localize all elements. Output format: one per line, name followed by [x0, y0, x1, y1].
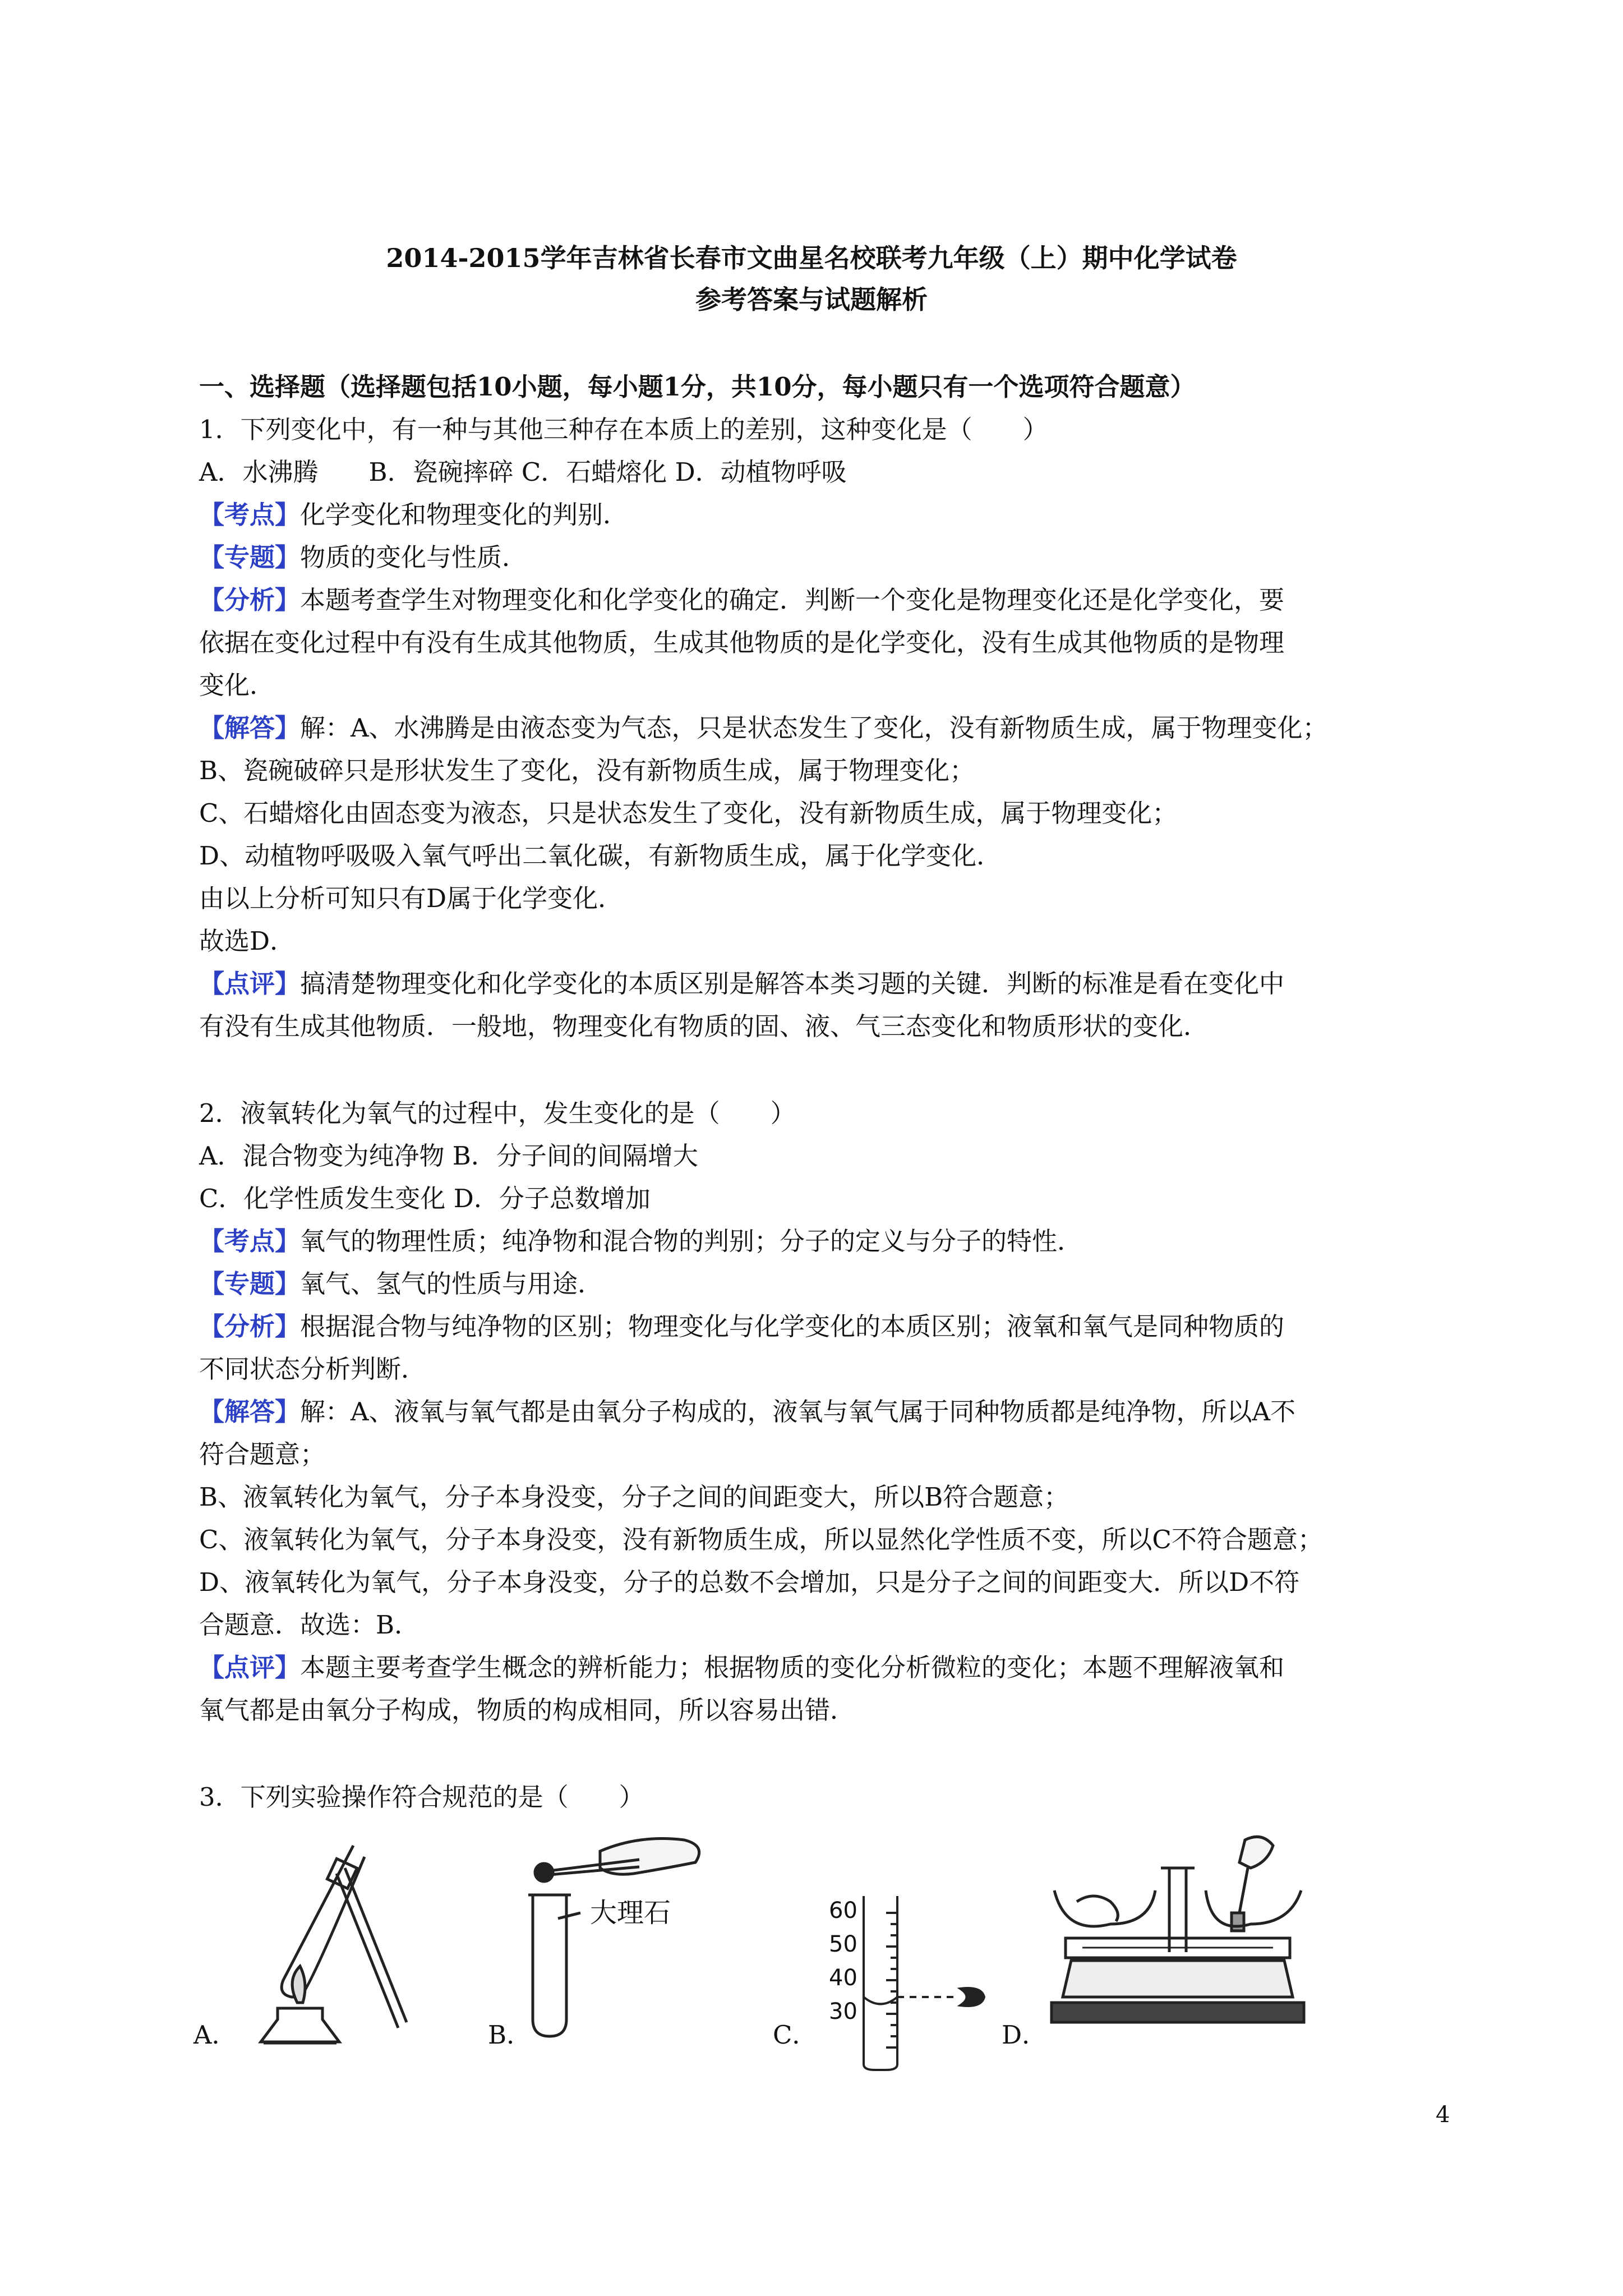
q2-zhuanti — [199, 1267, 603, 1301]
q1-jieda-line: 由以上分析可知只有D属于化学变化． — [199, 884, 624, 913]
zhuanti-tag: 【专题】 — [199, 1269, 301, 1299]
jieda-tag: 【解答】 — [199, 1397, 301, 1427]
q1-jieda-line: 解：A、水沸腾是由液态变为气态，只是状态发生了变化，没有新物质生成，属于物理变化； — [300, 713, 1328, 743]
q1-dianping-line: 有没有生成其他物质．一般地，物理变化有物质的固、液、气三态变化和物质形状的变化． — [199, 1011, 1209, 1041]
q2-fenxi-line: 根据混合物与纯净物的区别；物理变化与化学变化的本质区别；液氧和氧气是同种物质的 — [300, 1312, 1285, 1341]
q2-stem: 2．液氧转化为氧气的过程中，发生变化的是（ ） — [199, 1098, 796, 1128]
page-title: 2014-2015学年吉林省长春市文曲星名校联考九年级（上）期中化学试卷 — [386, 243, 1237, 273]
section-heading: 一、选择题（选择题包括10小题，每小题1分，共10分，每小题只有一个选项符合题意） — [199, 372, 1196, 402]
q2-fenxi-line: 不同状态分析判断． — [199, 1354, 427, 1384]
q2-jieda-line: C、液氧转化为氧气，分子本身没变，没有新物质生成，所以显然化学性质不变，所以C不符合题意； — [199, 1525, 1323, 1554]
figure-option-c: C． — [773, 2020, 818, 2050]
q2-dianping-line: 本题主要考查学生概念的辨析能力；根据物质的变化分析微粒的变化；本题不理解液氧和 — [300, 1653, 1285, 1682]
q2-jieda-line: 解：A、液氧与氧气都是由氧分子构成的，液氧与氧气属于同种物质都是纯净物，所以A不 — [300, 1397, 1296, 1427]
q1-jieda-line: B、瓷碗破碎只是形状发生了变化，没有新物质生成，属于物理变化； — [199, 756, 975, 785]
q1-kaodian-text: 化学变化和物理变化的判别． — [300, 500, 629, 530]
cylinder-tick-50: 50 — [829, 1931, 857, 1957]
q2-options-line: A．混合物变为纯净物 B．分子间的间隔增大 — [199, 1141, 698, 1171]
q2-dianping-line: 氧气都是由氧分子构成，物质的构成相同，所以容易出错． — [199, 1695, 856, 1725]
q2-zhuanti-text: 氧气、氢气的性质与用途． — [300, 1269, 603, 1299]
q1-stem: 1．下列变化中，有一种与其他三种存在本质上的差别，这种变化是（ ） — [199, 415, 1048, 444]
cylinder-tick-40: 40 — [829, 1965, 857, 1991]
q1-jieda — [199, 711, 1328, 745]
fenxi-tag: 【分析】 — [199, 1312, 301, 1341]
q1-zhuanti — [199, 541, 527, 574]
q2-fenxi — [199, 1310, 1284, 1343]
q1-fenxi-line: 本题考查学生对物理变化和化学变化的确定．判断一个变化是物理变化还是化学变化，要 — [300, 585, 1285, 615]
q2-options-line: C．化学性质发生变化 D．分子总数增加 — [199, 1184, 651, 1213]
q2-jieda-line: B、液氧转化为氧气，分子本身没变，分子之间的间距变大，所以B符合题意； — [199, 1482, 1069, 1512]
kaodian-tag: 【考点】 — [199, 1226, 301, 1256]
q2-jieda-line: 合题意．故选：B． — [199, 1610, 420, 1640]
q2-dianping — [199, 1651, 1284, 1685]
cylinder-tick-30: 30 — [829, 1999, 857, 2024]
q2-kaodian-text: 氧气的物理性质；纯净物和混合物的判别；分子的定义与分子的特性． — [300, 1226, 1083, 1256]
q2-kaodian — [199, 1225, 1082, 1258]
q1-jieda-line: D、动植物呼吸吸入氧气呼出二氧化碳，有新物质生成，属于化学变化． — [199, 841, 1002, 871]
cylinder-tick-60: 60 — [829, 1898, 857, 1924]
fenxi-tag: 【分析】 — [199, 585, 301, 615]
figure-b-label: 大理石 — [590, 1897, 671, 1929]
jieda-tag: 【解答】 — [199, 713, 301, 743]
q1-kaodian — [199, 498, 628, 532]
q2-jieda-line: D、液氧转化为氧气，分子本身没变，分子的总数不会增加，只是分子之间的间距变大．所以D不符 — [199, 1567, 1300, 1597]
q1-options: A．水沸腾 B．瓷碗摔碎 C．石蜡熔化 D．动植物呼吸 — [199, 457, 847, 487]
q1-fenxi-line: 变化． — [199, 670, 275, 700]
figure-option-d: D． — [1002, 2020, 1048, 2050]
q1-jieda-line: C、石蜡熔化由固态变为液态，只是状态发生了变化，没有新物质生成，属于物理变化； — [199, 798, 1178, 828]
q1-jieda-line: 故选D． — [199, 926, 296, 956]
page-number: 4 — [1436, 2102, 1450, 2128]
figure-a-heating — [224, 1834, 426, 2059]
q1-dianping — [199, 967, 1284, 1001]
figure-d-balance — [1043, 1829, 1307, 2053]
q1-fenxi-line: 依据在变化过程中有没有生成其他物质，生成其他物质的是化学变化，没有生成其他物质的是物理 — [199, 628, 1285, 657]
q1-zhuanti-text: 物质的变化与性质． — [300, 542, 528, 572]
dianping-tag: 【点评】 — [199, 969, 301, 999]
q1-dianping-line: 搞清楚物理变化和化学变化的本质区别是解答本类习题的关键．判断的标准是看在变化中 — [300, 969, 1285, 999]
zhuanti-tag: 【专题】 — [199, 542, 301, 572]
q3-stem: 3．下列实验操作符合规范的是（ ） — [199, 1782, 644, 1812]
q2-jieda — [199, 1395, 1295, 1429]
figure-option-b: B． — [488, 2020, 532, 2050]
kaodian-tag: 【考点】 — [199, 500, 301, 530]
dianping-tag: 【点评】 — [199, 1653, 301, 1682]
q1-fenxi — [199, 583, 1284, 617]
figure-b-marble — [516, 1829, 718, 2042]
figure-option-a: A． — [193, 2020, 237, 2050]
q2-jieda-line: 符合题意； — [199, 1439, 326, 1469]
page-subtitle: 参考答案与试题解析 — [695, 284, 928, 315]
